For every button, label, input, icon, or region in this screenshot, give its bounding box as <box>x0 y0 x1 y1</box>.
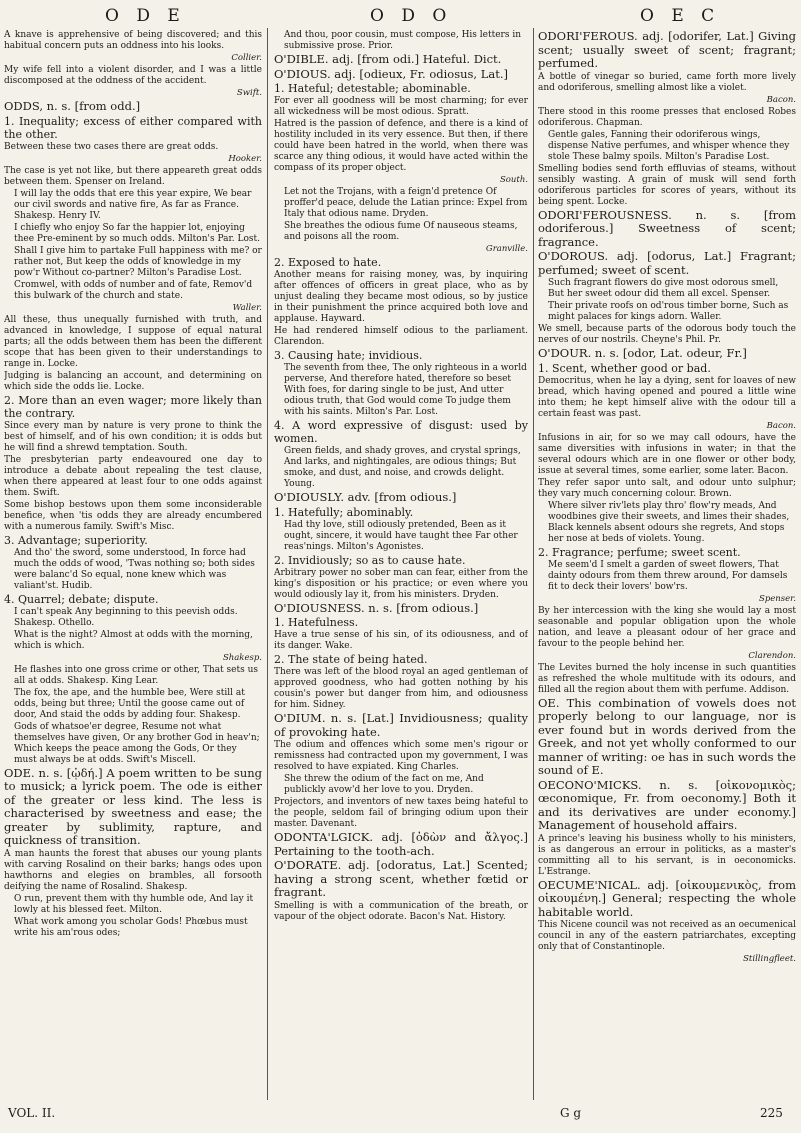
column-center <box>274 30 528 1103</box>
entry-paragraph: O run, prevent them with thy humble ode, And lay it lowly at his blessed feet. Milton. <box>14 893 254 915</box>
column-left <box>4 30 262 1103</box>
entry-paragraph: O'DIOUSLY. adv. [from odious.] <box>274 490 457 504</box>
entry-paragraph: Projectors, and inventors of new taxes being hateful to the people, seldom fail of bringing odium upon their master. Davenant. <box>274 797 528 829</box>
column-divider <box>267 28 268 1100</box>
entry-paragraph: Since every man by nature is very prone to think the best of himself, and of his own condition; it is odds but he will find a shrewd temptation. South. <box>4 420 262 453</box>
header-right: O E C <box>640 6 721 26</box>
entry-paragraph: South. <box>499 175 528 185</box>
entry-paragraph: She breathes the odious fume Of nauseous steams, and poisons all the room. <box>284 221 518 242</box>
entry-paragraph: The Levites burned the holy incense in such quantities as refreshed the whole multitude with its odours, and filled all the region about them with perfume. Addison. <box>538 662 796 695</box>
entry-paragraph: Hooker. <box>228 153 262 164</box>
entry-paragraph: 3. Causing hate; invidious. <box>274 349 423 362</box>
entry-paragraph: What is the night? Almost at odds with the morning, which is which. <box>14 629 253 651</box>
header-center: O D O <box>370 6 453 26</box>
entry-paragraph: A knave is apprehensive of being discovered; and this habitual concern puts an oddness into his looks. <box>4 30 262 51</box>
entry-paragraph: Let not the Trojans, with a feign'd pretence Of proffer'd peace, delude the Latian prince: Expel from Italy that odious name. Dryden. <box>284 187 528 219</box>
entry-paragraph: ODDS, n. s. [from odd.] <box>4 99 141 113</box>
entry-paragraph: Some bishop bestows upon them some inconsiderable benefice, when 'tis odds they are already encumbered with a numerous family. Swift's Misc. <box>4 499 262 532</box>
entry-paragraph: By her intercession with the king she would lay a most seasonable and popular obligation upon the whole nation, and leave a pleasant odour of her grace and favour to the people behind her. <box>538 605 796 649</box>
entry-paragraph: ODE. n. s. [ᾠδή.] A poem written to be sung to musick; a lyrick poem. The ode is either of the greater or less kind. The less is characterised by sweetness and ease; the greater by sublimity, rapture, and quickness of transition. <box>4 765 262 847</box>
entry-paragraph: Gentle gales, Fanning their odoriferous wings, dispense Native perfumes, and whisper whence they stole These balmy spoils. Milton's Paradise Lost. <box>548 129 790 162</box>
entry-paragraph: O'DIOUS. adj. [odieux, Fr. odiosus, Lat.] <box>274 66 508 81</box>
entry-paragraph: 3. Advantage; superiority. <box>4 533 148 547</box>
entry-paragraph: A man haunts the forest that abuses our young plants with carving Rosalind on their barks; hangs odes upon hawthorns and elegies on brambles, all forsooth deifying the name of Rosalind. Shakesp. <box>4 848 262 892</box>
entry-paragraph: Collier. <box>231 53 262 63</box>
entry-paragraph: Shakesp. <box>222 652 262 663</box>
entry-paragraph: 1. Hateful; detestable; abominable. <box>274 82 471 95</box>
entry-paragraph: Infusions in air, for so we may call odours, have the same diversities with infusions in water; in that the several odours which are in one flower or other body, issue at several times, some earlier, some later. Bacon. <box>538 432 796 476</box>
entry-paragraph: 2. Invidiously; so as to cause hate. <box>274 553 466 567</box>
entry-paragraph: O'DIBLE. adj. [from odi.] Hateful. Dict. <box>274 52 502 66</box>
entry-paragraph: Their private roofs on od'rous timber borne, Such as might palaces for kings adorn. Waller. <box>548 301 789 322</box>
entry-paragraph: 2. Fragrance; perfume; sweet scent. <box>538 545 741 559</box>
entry-paragraph: The odium and offences which some men's rigour or remissness had contracted upon my government, I was resolved to have expiated. King Charles. <box>274 740 528 772</box>
entry-paragraph: O'DOROUS. adj. [odorus, Lat.] Fragrant; perfumed; sweet of scent. <box>538 249 796 277</box>
entry-paragraph: 1. Inequality; excess of either compared with the other. <box>4 114 262 141</box>
entry-paragraph: Have a true sense of his sin, of its odiousness, and of its danger. Wake. <box>274 630 528 651</box>
entry-paragraph: The presbyterian party endeavoured one day to introduce a debate about repealing the test clause, when there appeared at least four to one odds against them. Swift. <box>4 454 262 498</box>
entry-paragraph: A prince's leaving his business wholly to his ministers, is as dangerous an errour in politicks, as a master's committing all to his servant, is in oeconomicks. L'Estrange. <box>538 833 796 877</box>
entry-paragraph: Waller. <box>232 302 262 313</box>
entry-paragraph: My wife fell into a violent disorder, and I was a little discomposed at the oddness of the accident. <box>4 65 262 86</box>
entry-paragraph: OECUME'NICAL. adj. [οἰκουμενικὸς, from οἰκουμένη.] General; respecting the whole habitable world. <box>538 877 796 919</box>
entry-paragraph: 2. The state of being hated. <box>274 653 428 666</box>
entry-paragraph: Green fields, and shady groves, and crystal springs, And larks, and nightingales, are odious things; But smoke, and dust, and noise, and crowds delight. Young. <box>284 446 521 489</box>
entry-paragraph: And tho' the sword, some understood, In force had much the odds of wood, 'Twas nothing so; both sides were balanc'd So equal, none knew which was valiant'st. Hudib. <box>14 547 255 591</box>
entry-paragraph: I chiefly who enjoy So far the happier lot, enjoying thee Pre-eminent by so much odds. Milton's Par. Lost. <box>14 222 261 244</box>
entry-paragraph: Such fragrant flowers do give most odorous smell, But her sweet odour did them all excel. Spenser. <box>548 278 779 299</box>
entry-paragraph: OECONO'MICKS. n. s. [οἰκονομικὸς; œconomique, Fr. from oeconomy.] Both it and its derivatives are under economy.] Management of household affairs. <box>538 777 796 832</box>
entry-paragraph: 2. More than an even wager; more likely than the contrary. <box>4 393 262 420</box>
entry-paragraph: What work among you scholar Gods! Phœbus must write his am'rous odes; <box>14 916 248 938</box>
entry-paragraph: Bacon. <box>766 94 796 105</box>
entry-paragraph: Stillingfleet. <box>743 954 796 964</box>
entry-paragraph: Judging is balancing an account, and determining on which side the odds lie. Locke. <box>4 370 262 392</box>
header-left: O D E <box>105 6 186 26</box>
entry-paragraph: All these, thus unequally furnished with truth, and advanced in knowledge, I suppose of equal natural parts; all the odds between them has been the different scope that has been given to their understandings to range in. Locke. <box>4 314 262 369</box>
column-right <box>538 30 796 1103</box>
entry-paragraph: A bottle of vinegar so buried, came forth more lively and odoriferous, smelling almost like a violet. <box>538 71 796 93</box>
entry-paragraph: 4. A word expressive of disgust: used by women. <box>274 419 528 445</box>
entry-paragraph: We smell, because parts of the odorous body touch the nerves of our nostrils. Cheyne's Phil. Pr. <box>538 324 796 345</box>
volume-label: VOL. II. <box>8 1106 56 1120</box>
entry-paragraph: 4. Quarrel; debate; dispute. <box>4 592 159 606</box>
entry-paragraph: OE. This combination of vowels does not properly belong to our language, nor is ever found but in words derived from the Greek, and not yet wholly conformed to our manner of writing: oe has in such words the sound of E. <box>538 695 796 777</box>
signature-mark: G g <box>560 1106 582 1120</box>
entry-paragraph: The fox, the ape, and the humble bee, Were still at odds, being but three; Until the goose came out of door, And staid the odds by adding four. Shakesp. <box>14 687 245 720</box>
entry-paragraph: ODORI'FEROUSNESS. n. s. [from odoriferous.] Sweetness of scent; fragrance. <box>538 207 796 249</box>
entry-paragraph: The seventh from thee, The only righteous in a world perverse, And therefore hated, therefore so beset With foes, for daring single to be just, And utter odious truth, that God would come To judge them with his saints. Milton's Par. Lost. <box>284 363 527 417</box>
entry-paragraph: Spenser. <box>759 593 796 604</box>
entry-paragraph: Democritus, when he lay a dying, sent for loaves of new bread, which having opened and poured a little wine into them; he kept himself alive with the odour till a certain feast was past. <box>538 375 796 419</box>
entry-paragraph: O'DIOUSNESS. n. s. [from odious.] <box>274 600 479 615</box>
entry-paragraph: He had rendered himself odious to the parliament. Clarendon. <box>274 326 528 347</box>
entry-paragraph: He flashes into one gross crime or other, That sets us all at odds. Shakesp. King Lear. <box>14 664 258 686</box>
entry-paragraph: O'DIUM. n. s. [Lat.] Invidiousness; quality of provoking hate. <box>274 711 528 739</box>
entry-paragraph: Between these two cases there are great odds. <box>4 141 219 152</box>
entry-paragraph: And thou, poor cousin, must compose, His letters in submissive prose. Prior. <box>284 30 521 51</box>
page-number: 225 <box>760 1106 783 1120</box>
entry-paragraph: Smelling is with a communication of the breath, or vapour of the object odorate. Bacon's Nat. History. <box>274 900 528 922</box>
entry-paragraph: They refer sapor unto salt, and odour unto sulphur; they vary much concerning colour. Brown. <box>538 477 796 499</box>
entry-paragraph: 1. Scent, whether good or bad. <box>538 361 711 375</box>
entry-paragraph: The case is yet not like, but there appeareth great odds between them. Spenser on Ireland. <box>4 165 262 187</box>
entry-paragraph: Granville. <box>485 244 528 254</box>
entry-paragraph: Me seem'd I smelt a garden of sweet flowers, That dainty odours from them threw around, For damsels fit to deck their lovers' bow'rs. <box>548 559 788 592</box>
entry-paragraph: Another means for raising money, was, by inquiring after offences of officers in great place, who as by unjust dealing they became most odious, so by justice in their punishment the prince acquired both love and applause. Hayward. <box>274 270 528 324</box>
entry-paragraph: 1. Hatefully; abominably. <box>274 505 414 519</box>
entry-paragraph: Cromwel, with odds of number and of fate, Remov'd this bulwark of the church and state. <box>14 279 253 301</box>
entry-paragraph: This Nicene council was not received as an oecumenical council in any of the eastern patriarchates, excepting only that of Constantinople. <box>538 920 796 952</box>
entry-paragraph: Arbitrary power no sober man can fear, either from the king's disposition or his practice; or even where you would odiously lay it, from his ministers. Dryden. <box>274 567 528 600</box>
entry-paragraph: Where silver riv'lets play thro' flow'ry meads, And woodbines give their sweets, and limes their shades, Black kennels absent odours she regrets, And stops her nose at beds of violets. Young. <box>548 500 790 544</box>
entry-paragraph: 2. Exposed to hate. <box>274 256 382 269</box>
entry-paragraph: Hatred is the passion of defence, and there is a kind of hostility included in its very essence. But then, if there could have been hatred in the world, when there was scarce any thing odious, it would have acted within the compass of its proper object. <box>274 119 528 173</box>
entry-paragraph: I will lay the odds that ere this year expire, We bear our civil swords and native fire, As far as France. Shakesp. Henry IV. <box>14 188 252 221</box>
entry-paragraph: Swift. <box>236 88 262 98</box>
entry-paragraph: I can't speak Any beginning to this peevish odds. Shakesp. Othello. <box>14 606 238 628</box>
entry-paragraph: Bacon. <box>766 420 796 431</box>
entry-paragraph: There stood in this roome presses that enclosed Robes odoriferous. Chapman. <box>538 106 796 128</box>
entry-paragraph: ODORI'FEROUS. adj. [odorifer, Lat.] Giving scent; usually sweet of scent; fragrant; perfumed. <box>538 30 796 70</box>
entry-paragraph: O'DORATE. adj. [odoratus, Lat.] Scented; having a strong scent, whether fœtid or fragrant. <box>274 858 528 899</box>
entry-paragraph: For ever all goodness will be most charming; for ever all wickedness will be most odious. Spratt. <box>274 96 528 117</box>
entry-paragraph: Gods of whatsoe'er degree, Resume not what themselves have given, Or any brother God in heav'n; Which keeps the peace among the Gods, Or they must always be at odds. Swift's Miscell. <box>14 721 260 765</box>
entry-paragraph: ODONTA'LGICK. adj. [ὀδὼν and ἄλγος.] Pertaining to the tooth-ach. <box>274 830 528 858</box>
entry-paragraph: Smelling bodies send forth effluvias of steams, without sensibly wasting. A grain of musk will send forth odoriferous particles for scores of years, without its being spent. Locke. <box>538 163 796 207</box>
entry-paragraph: There was left of the blood royal an aged gentleman of approved goodness, who had gotten nothing by his cousin's power but danger from him, and odiousness for him. Sidney. <box>274 667 528 710</box>
entry-paragraph: Had thy love, still odiously pretended, Been as it ought, sincere, it would have taught thee Far other reas'nings. Milton's Agonistes. <box>284 519 518 552</box>
entry-paragraph: Clarendon. <box>748 650 796 661</box>
entry-paragraph: O'DOUR. n. s. [odor, Lat. odeur, Fr.] <box>538 346 747 360</box>
column-divider <box>533 28 534 1100</box>
entry-paragraph: She threw the odium of the fact on me, And publickly avow'd her love to you. Dryden. <box>284 774 484 795</box>
entry-paragraph: Shall I give him to partake Full happiness with me? or rather not, But keep the odds of knowledge in my pow'r Without co-partner? Milton's Paradise Lost. <box>14 245 262 278</box>
entry-paragraph: 1. Hatefulness. <box>274 616 359 629</box>
